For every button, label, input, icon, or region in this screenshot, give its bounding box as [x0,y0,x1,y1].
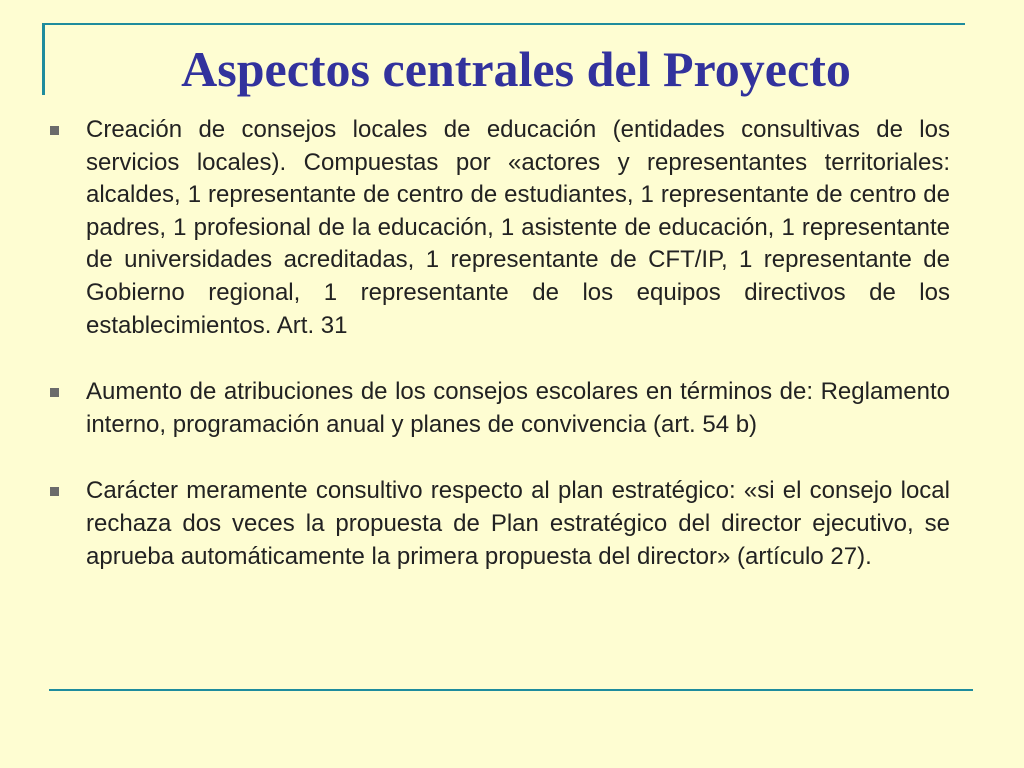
slide-title: Aspectos centrales del Proyecto [181,41,851,97]
bullet-item-consejos-locales [44,114,950,342]
bullet-text: Carácter meramente consultivo respecto al plan estratégico: «si el consejo local rechaza dos veces la propuesta de Plan estratégico del director ejecutivo, se aprueba automáticamente la primera propuesta del director» (artículo 27). [86,477,950,570]
square-bullet-icon [50,487,59,496]
square-bullet-icon [50,126,59,135]
bottom-frame-line [49,689,973,691]
bullet-text: Aumento de atribuciones de los consejos escolares en términos de: Reglamento interno, programación anual y planes de convivencia (art. 54 b) [86,378,950,438]
left-frame-line [42,23,45,95]
bullet-text: Creación de consejos locales de educación (entidades consultivas de los servicios locales). Compuestas por «actores y representantes territoriales: alcaldes, 1 representante de centro de estudiantes, 1 representante de centro de padres, 1 profesional de la educación, 1 asistente de educación, 1 representante de universidades acreditadas, 1 representante de CFT/IP, 1 representante de Gobierno regional, 1 representante de los equipos directivos de los establecimientos. Art. 31 [86,116,950,339]
bullet-item-caracter-consultivo [44,475,950,573]
bullet-item-consejos-escolares [44,376,950,441]
bullet-list [44,114,950,573]
square-bullet-icon [50,388,59,397]
top-frame-line [44,23,965,25]
